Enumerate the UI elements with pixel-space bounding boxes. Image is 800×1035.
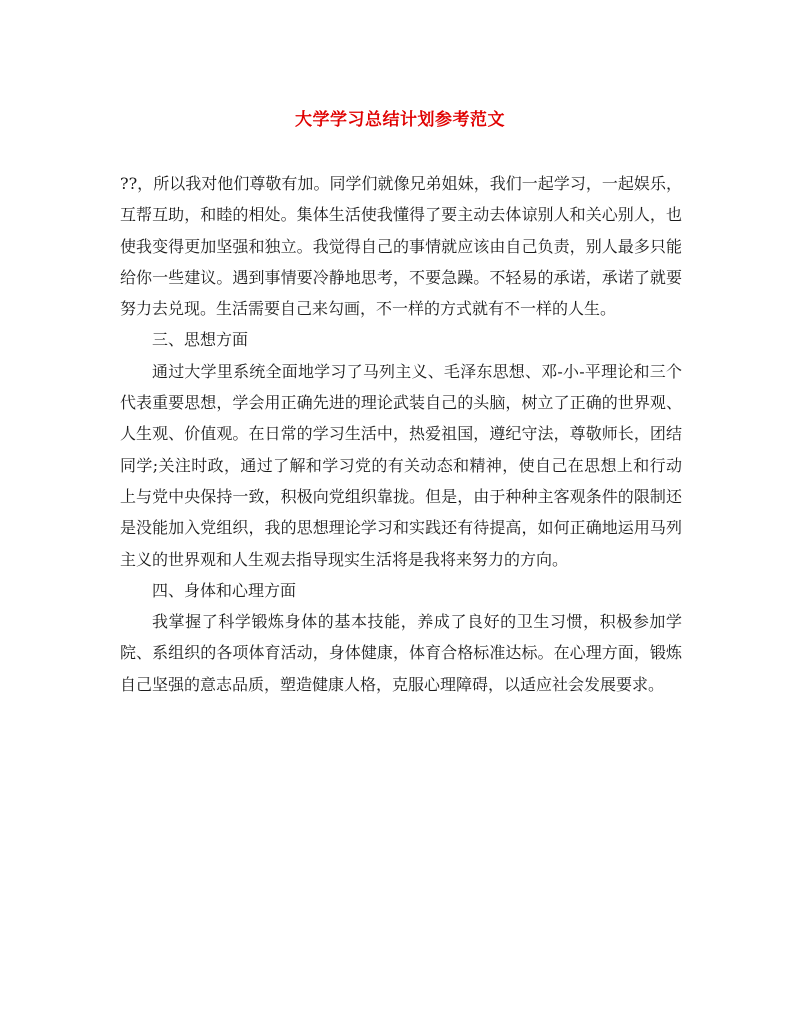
paragraph-body-mind: 我掌握了科学锻炼身体的基本技能，养成了良好的卫生习惯，积极参加学院、系组织的各项体育活动，身体健康，体育合格标准达标。在心理方面，锻炼自己坚强的意志品质，塑造健康人格，克服心理障碍，以适应社会发展要求。 <box>120 612 682 694</box>
paragraph-thought: 通过大学里系统全面地学习了马列主义、毛泽东思想、邓-小-平理论和三个代表重要思想，学会用正确先进的理论武装自己的头脑，树立了正确的世界观、人生观、价值观。在日常的学习生活中，热爱祖国，遵纪守法，尊敬师长，团结同学;关注时政，通过了解和学习党的有关动态和精神，使自己在思想上和行动上与党中央保持一致，积极向党组织靠拢。但是，由于种种主客观条件的限制还是没能加入党组织，我的思想理论学习和实践还有待提高，如何正确地运用马列主义的世界观和人生观去指导现实生活将是我将来努力的方向。 <box>120 361 682 569</box>
paragraph-social-life: ??，所以我对他们尊敬有加。同学们就像兄弟姐妹，我们一起学习，一起娱乐，互帮互助，和睦的相处。集体生活使我懂得了要主动去体谅别人和关心别人，也使我变得更加坚强和独立。我觉得自己的事情就应该由自己负责，别人最多只能给你一些建议。遇到事情要冷静地思考，不要急躁。不轻易的承诺，承诺了就要努力去兑现。生活需要自己来勾画，不一样的方式就有不一样的人生。 <box>120 174 682 319</box>
document-body <box>120 168 682 700</box>
section-heading-body-mind: 四、身体和心理方面 <box>152 580 297 600</box>
document-title: 大学学习总结计划参考范文 <box>295 110 505 130</box>
section-heading-thought: 三、思想方面 <box>152 330 249 350</box>
